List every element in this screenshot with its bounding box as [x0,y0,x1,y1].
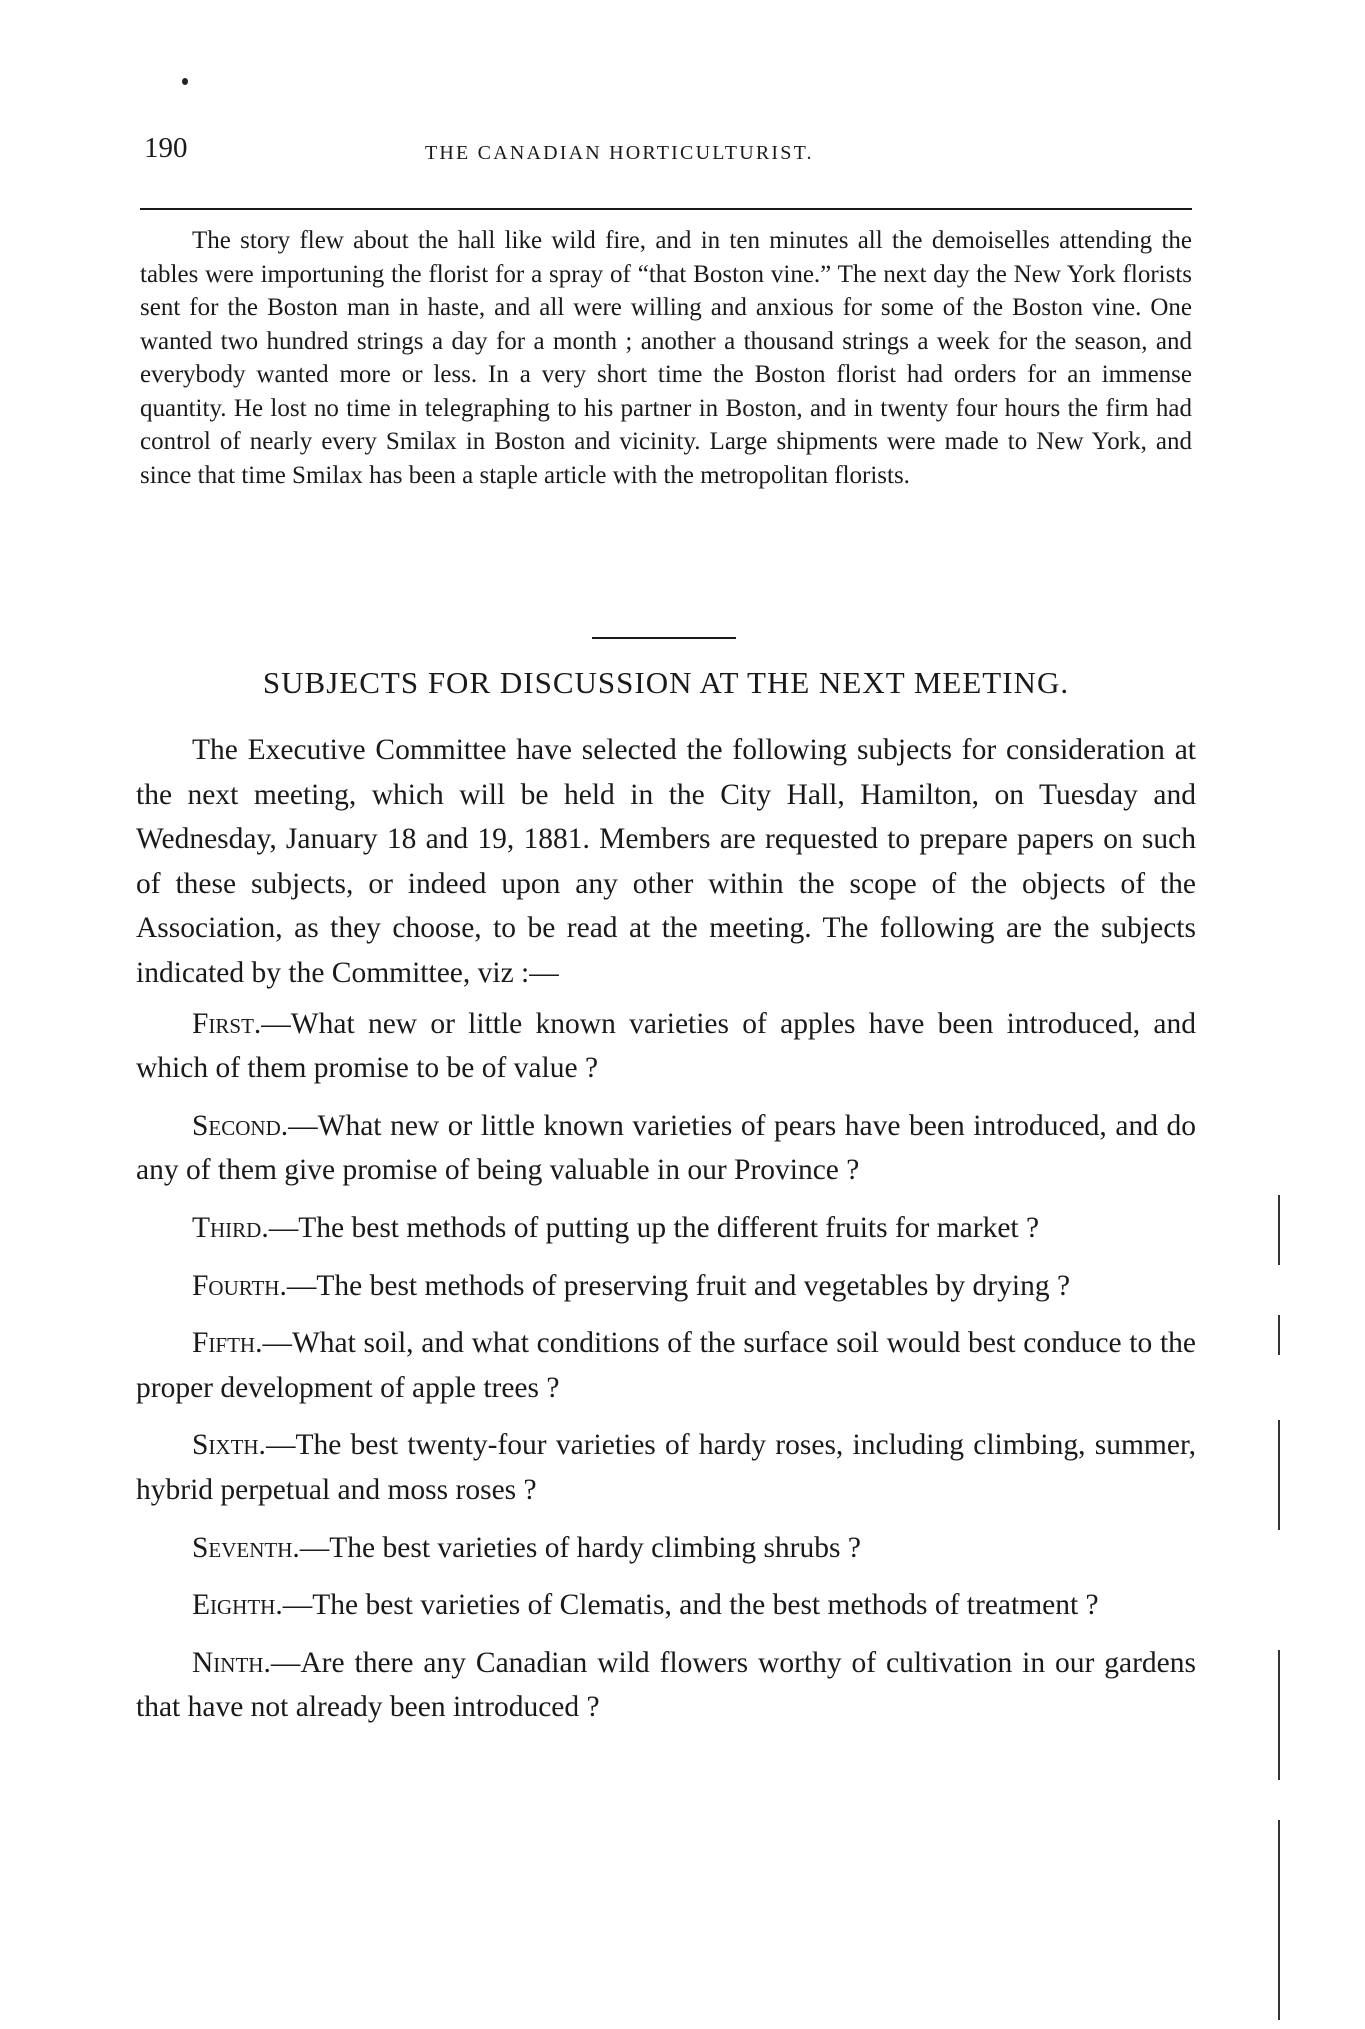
intro-paragraph: The Executive Committee have selected the following subjects for consideration at the next meeting, which will be held in the City Hall, Hamilton, on Tuesday and Wednesday, January 18 and 19, 1881. Members are requested to prepare papers on such of these subjects, or indeed upon any other within the scope of the objects of the Association, as they choose, to be read at the meeting. The following are the subjects indicated by the Committee, viz :— [136,734,1196,989]
subject-label: Third. [192,1211,269,1244]
subject-text: —The best methods of preserving fruit and vegetables by drying ? [286,1269,1071,1302]
subject-item-third [136,1206,1196,1251]
story-section [140,224,1192,492]
scan-mark [1278,1195,1280,1265]
subject-label: Eighth. [192,1589,283,1622]
page-header [140,132,1200,178]
subject-text: —What new or little known varieties of pears have been introduced, and do any of them give promise of being valuable in our Province ? [136,1109,1196,1187]
subject-item-first [136,1002,1196,1091]
subject-label: Sixth. [192,1429,266,1462]
subject-item-fourth [136,1264,1196,1309]
subject-label: Seventh. [192,1531,300,1564]
scan-mark [1278,1650,1280,1780]
section-body [136,728,1196,1743]
subject-text: —The best varieties of hardy climbing shrubs ? [299,1531,861,1564]
subject-text: —What new or little known varieties of apples have been introduced, and which of them promise to be of value ? [136,1007,1196,1085]
subject-item-ninth [136,1641,1196,1730]
scan-edge-marks [1278,0,1298,2029]
subject-label: Ninth. [192,1646,271,1679]
subject-text: —The best varieties of Clematis, and the best methods of treatment ? [282,1589,1099,1622]
subject-text: —Are there any Canadian wild flowers worthy of cultivation in our gardens that have not already been introduced ? [136,1646,1196,1724]
print-speck [182,78,188,85]
subject-label: Fourth. [192,1269,287,1302]
subject-text: —The best twenty-four varieties of hardy roses, including climbing, summer, hybrid perpetual and moss roses ? [136,1429,1196,1506]
subject-label: Second. [192,1109,289,1142]
subject-item-eighth [136,1583,1196,1628]
page-number: 190 [144,132,188,164]
subject-label: Fifth. [192,1327,263,1360]
subject-text: —What soil, and what conditions of the surface soil would best conduce to the proper development of apple trees ? [136,1327,1196,1404]
header-rule [140,208,1192,210]
running-title: THE CANADIAN HORTICULTURIST. [425,142,814,164]
scan-mark [1278,1315,1280,1355]
subject-item-sixth [136,1423,1196,1512]
subject-label: First. [192,1007,262,1040]
section-divider [592,637,736,639]
story-paragraph: The story flew about the hall like wild fire, and in ten minutes all the demoiselles attending the tables were importuning the florist for a spray of “that Boston vine.” The next day the New York florists sent for the Boston man in haste, and all were willing and anxious for some of the Boston vine. One wanted two hundred strings a day for a month ; another a thousand strings a week for the season, and everybody wanted more or less. In a very short time the Boston florist had orders for an immense quantity. He lost no time in telegraphing to his partner in Boston, and in twenty four hours the firm had control of nearly every Smilax in Boston and vicinity. Large shipments were made to New York, and since that time Smilax has been a staple article with the metropolitan florists. [140,227,1192,489]
scan-mark [1278,1420,1280,1530]
subject-item-seventh [136,1526,1196,1571]
subject-item-second [136,1104,1196,1193]
subject-item-fifth [136,1321,1196,1410]
section-title: SUBJECTS FOR DISCUSSION AT THE NEXT MEETING. [262,665,1070,700]
subject-text: —The best methods of putting up the different fruits for market ? [268,1211,1040,1244]
scan-mark [1278,1820,1280,2020]
